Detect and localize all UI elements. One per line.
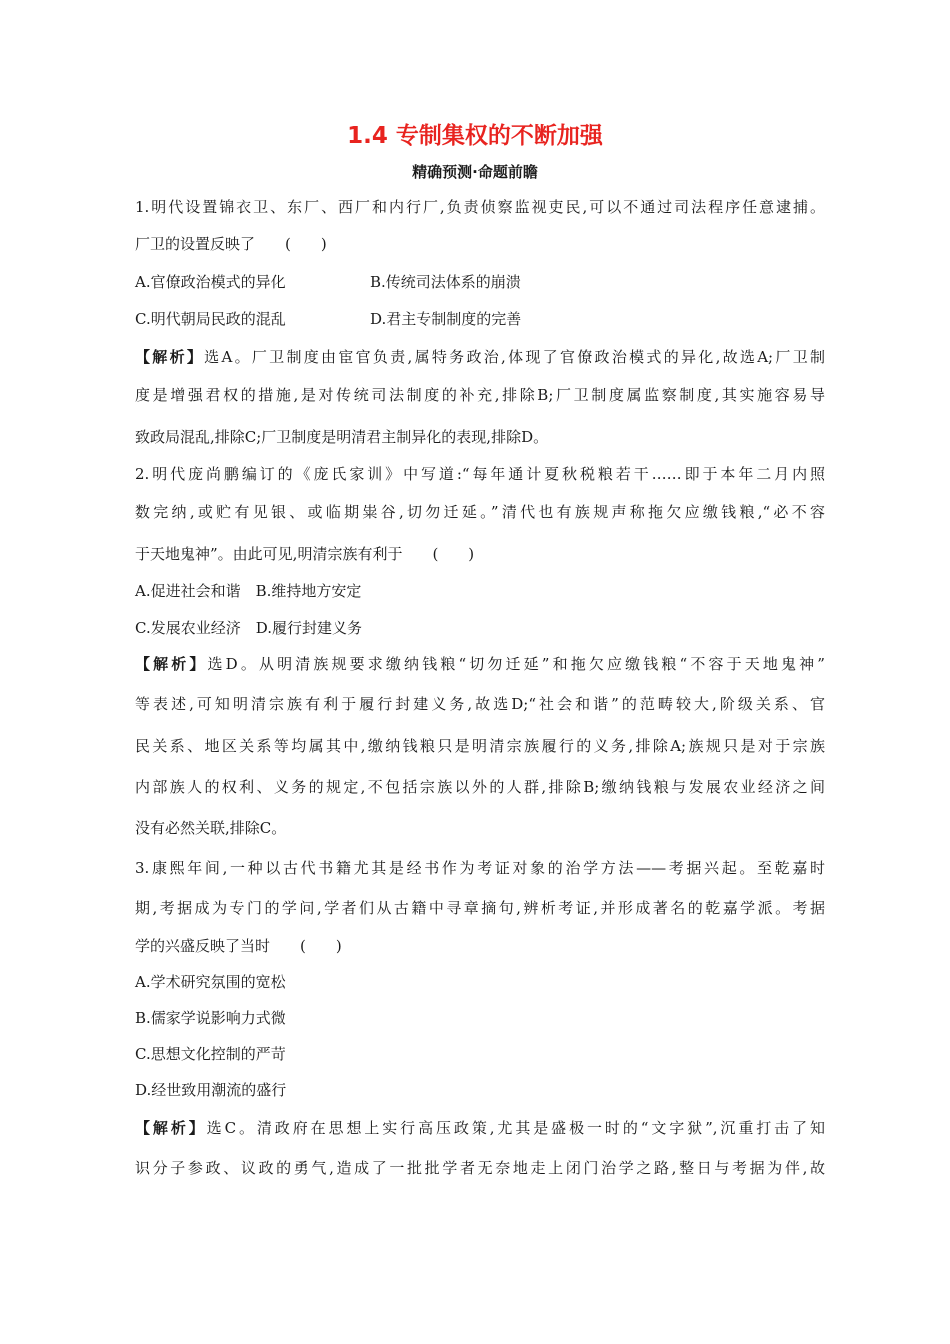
q1-analysis-text-1: 选A。厂卫制度由宦官负责,属特务政治,体现了官僚政治模式的异化,故选A;厂卫制 [204,348,825,366]
q1-option-b: B.传统司法体系的崩溃 [370,273,521,291]
q2-stem-line-1: 2.明代庞尚鹏编订的《庞氏家训》中写道:“每年通计夏秋税粮若干……即于本年二月内照 [135,465,825,483]
q1-options-row-1 [135,270,825,294]
q1-analysis-line-3: 致政局混乱,排除C;厂卫制度是明清君主制异化的表现,排除D。 [135,428,549,446]
q3-option-c: C.思想文化控制的严苛 [135,1045,286,1063]
q2-analysis-text-1: 选D。从明清族规要求缴纳钱粮“切勿迁延”和拖欠应缴钱粮“不容于天地鬼神” [207,655,825,673]
q3-stem-line-3: 学的兴盛反映了当时 ( ) [135,937,342,955]
q1-options-row-2 [135,307,825,331]
q2-analysis-line-1 [135,652,825,676]
q2-analysis-line-3: 民关系、地区关系等均属其中,缴纳钱粮只是明清宗族履行的义务,排除A;族规只是对于宗族 [135,737,825,755]
q3-analysis-text-1: 选C。清政府在思想上实行高压政策,尤其是盛极一时的“文字狱”,沉重打击了知 [206,1119,825,1137]
q2-analysis-line-2: 等表述,可知明清宗族有利于履行封建义务,故选D;“社会和谐”的范畴较大,阶级关系、官 [135,695,825,713]
q3-option-b: B.儒家学说影响力式微 [135,1009,286,1027]
q3-stem-line-1: 3.康熙年间,一种以古代书籍尤其是经书作为考证对象的治学方法——考据兴起。至乾嘉时 [135,859,825,877]
q1-analysis-tag: 【解析】 [135,348,205,366]
q3-analysis-line-1 [135,1116,825,1140]
q1-stem-line-2: 厂卫的设置反映了 ( ) [135,235,327,253]
q2-options-row-2: C.发展农业经济 D.履行封建义务 [135,619,362,637]
q3-analysis-tag: 【解析】 [135,1119,207,1137]
q1-option-a: A.官僚政治模式的异化 [135,273,286,291]
q3-stem-line-2: 期,考据成为专门的学问,学者们从古籍中寻章摘句,辨析考证,并形成著名的乾嘉学派。考据 [135,899,825,917]
section-subtitle: 精确预测·命题前瞻 [412,163,538,181]
q2-options-row-1: A.促进社会和谐 B.维持地方安定 [135,582,362,600]
q2-stem-line-3: 于天地鬼神”。由此可见,明清宗族有利于 ( ) [135,545,475,563]
q2-analysis-line-5: 没有必然关联,排除C。 [135,819,287,837]
q1-analysis-line-2: 度是增强君权的措施,是对传统司法制度的补充,排除B;厂卫制度属监察制度,其实施容易导 [135,386,825,404]
q2-stem-line-2: 数完纳,或贮有见银、或临期粜谷,切勿迁延。”清代也有族规声称拖欠应缴钱粮,“必不容 [135,503,825,521]
q1-option-d: D.君主专制制度的完善 [370,310,522,328]
q3-analysis-line-2: 识分子参政、议政的勇气,造成了一批批学者无奈地走上闭门治学之路,整日与考据为伴,故 [135,1159,825,1177]
q1-option-c: C.明代朝局民政的混乱 [135,310,286,328]
q2-analysis-line-4: 内部族人的权利、义务的规定,不包括宗族以外的人群,排除B;缴纳钱粮与发展农业经济之间 [135,778,825,796]
q1-analysis-line-1 [135,345,825,369]
q1-stem-line-1: 1.明代设置锦衣卫、东厂、西厂和内行厂,负责侦察监视吏民,可以不通过司法程序任意逮捕。 [135,198,825,216]
q3-option-a: A.学术研究氛围的宽松 [135,973,286,991]
q2-analysis-tag: 【解析】 [135,655,208,673]
page-title: 1.4 专制集权的不断加强 [347,123,603,149]
q3-option-d: D.经世致用潮流的盛行 [135,1081,287,1099]
